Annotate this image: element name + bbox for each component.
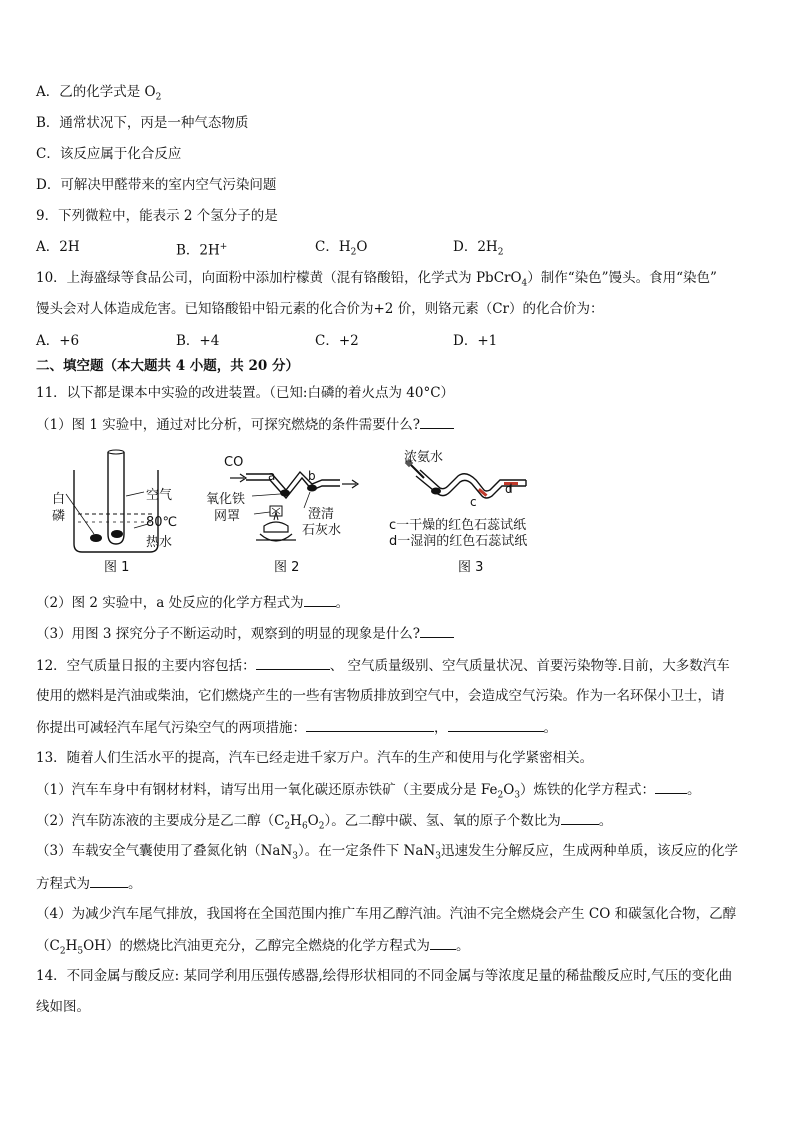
q14-line1: 14．不同金属与酸反应: 某同学利用压强传感器,绘得形状相同的不同金属与等浓度足量的稀盐酸反应时,气压的变化曲	[36, 968, 733, 984]
answer-blank[interactable]	[304, 592, 336, 607]
fig2-label-b: b	[308, 469, 316, 483]
q8-option-c: C．该反应属于化合反应	[36, 146, 182, 162]
q10-option-a: A．+6	[36, 333, 80, 349]
fig1-label-temp: 80℃	[146, 515, 178, 530]
q10-option-c: C．+2	[315, 333, 359, 349]
q14-line2: 线如图。	[36, 999, 90, 1015]
q13-part4-line1: （4）为减少汽车尾气排放，我国将在全国范围内推广车用乙醇汽油。汽油不完全燃烧会产生 CO 和碳氢化合物，乙醇	[36, 906, 737, 922]
q13-part2: （2）汽车防冻液的主要成分是乙二醇$(C_2H_6O_2)$。乙二醇中碳、氢、氧的原子个数比为 。	[36, 810, 612, 837]
q11-part2: （2）图 2 实验中，a 处反应的化学方程式为 。	[36, 592, 349, 613]
fig1-label-air: 空气	[146, 488, 173, 503]
q12-line1: 12．空气质量日报的主要内容包括： 、 空气质量级别、空气质量状况、首要污染物等.目前，大多数汽车	[36, 655, 730, 676]
fig3-label-d: d	[505, 482, 513, 496]
answer-blank[interactable]	[655, 779, 687, 794]
answer-blank[interactable]	[256, 655, 330, 670]
fig3-note-d: d一湿润的红色石蕊试纸	[389, 534, 528, 549]
q13-part3-line2: 方程式为 。	[36, 873, 142, 894]
fig2-label-mesh: 网罩	[214, 509, 241, 524]
q13-part3-line1: （3）车载安全气囊使用了叠氮化钠（NaN$_3$）。在一定条件下 NaN$_3$迅速发生分解反应，生成两种单质，该反应的化学	[36, 843, 738, 862]
fig1-label-water: 热水	[146, 535, 173, 550]
answer-blank[interactable]	[561, 810, 599, 825]
q13-part4-line2: $(C_2H_5OH)$的燃烧比汽油更充分，乙醇完全燃烧的化学方程式为 。	[36, 935, 469, 962]
q10-option-d: D．+1	[453, 333, 498, 349]
answer-blank[interactable]	[430, 935, 456, 950]
fig2-label-limewater-2: 石灰水	[302, 523, 342, 538]
q13-stem: 13．随着人们生活水平的提高，汽车已经走进千家万户。汽车的生产和使用与化学紧密相关。	[36, 750, 594, 766]
q11-stem: 11．以下都是课本中实验的改进装置。（已知:白磷的着火点为 40°C）	[36, 385, 455, 401]
q9-option-d: D．$2H_2$	[453, 239, 504, 258]
fig2-caption: 图 2	[274, 560, 300, 575]
fig1-caption: 图 1	[104, 560, 130, 575]
fig2-label-co: CO	[224, 455, 244, 470]
q9-option-c: C．$H_2O$	[315, 239, 368, 258]
fig3-caption: 图 3	[458, 560, 484, 575]
q11-part1: （1）图 1 实验中，通过对比分析，可探究燃烧的条件需要什么?	[36, 414, 454, 435]
q10-line2: 馒头会对人体造成危害。已知铬酸铅中铅元素的化合价为+2 价，则铬元素（Cr）的化合价为：	[36, 301, 604, 317]
q10-line1: 10．上海盛绿等食品公司，向面粉中添加柠檬黄（混有铬酸铅，化学式为 PbCrO$_4$）制作“染色”馒头。食用“染色”	[36, 270, 717, 289]
fig3-note-c: c一干燥的红色石蕊试纸	[389, 518, 527, 533]
fig3-label-ammonia: 浓氨水	[404, 450, 444, 465]
fig1-label-phosphorus-1: 白	[52, 492, 66, 507]
section-heading: 二、填空题（本大题共 4 小题，共 20 分）	[36, 358, 299, 374]
answer-blank[interactable]	[420, 414, 454, 429]
q8-option-b: B．通常状况下，丙是一种气态物质	[36, 115, 249, 131]
q10-option-b: B．+4	[176, 333, 220, 349]
q12-line2: 使用的燃料是汽油或柴油，它们燃烧产生的一些有害物质排放到空气中，会造成空气污染。作为一名环保小卫士，请	[36, 688, 725, 704]
q9-option-b: B．2H+	[176, 242, 228, 259]
fig2-label-limewater-1: 澄清	[308, 507, 335, 522]
fig3-label-c: c	[470, 495, 477, 509]
answer-blank[interactable]	[420, 623, 454, 638]
q8-option-d: D．可解决甲醛带来的室内空气污染问题	[36, 177, 277, 193]
fig2-label-ferric-oxide: 氧化铁	[206, 492, 246, 507]
answer-blank[interactable]	[448, 717, 544, 732]
q12-line3: 你提出可减轻汽车尾气污染空气的两项措施： ， 。	[36, 717, 557, 738]
q9-option-a: A．2H	[36, 239, 80, 255]
q8-option-a: A．乙的化学式是 $O_2$	[36, 84, 162, 103]
q13-part1: （1）汽车车身中有钢材材料，请写出用一氧化碳还原赤铁矿（主要成分是 $Fe_2O_3$）炼铁的化学方程式： 。	[36, 779, 701, 806]
answer-blank[interactable]	[90, 873, 128, 888]
q9-stem: 9．下列微粒中，能表示 2 个氢分子的是	[36, 208, 278, 224]
fig2-label-a: a	[268, 469, 276, 483]
q11-part3: （3）用图 3 探究分子不断运动时，观察到的明显的现象是什么?	[36, 623, 454, 644]
answer-blank[interactable]	[306, 717, 434, 732]
fig1-label-phosphorus-2: 磷	[52, 509, 66, 524]
